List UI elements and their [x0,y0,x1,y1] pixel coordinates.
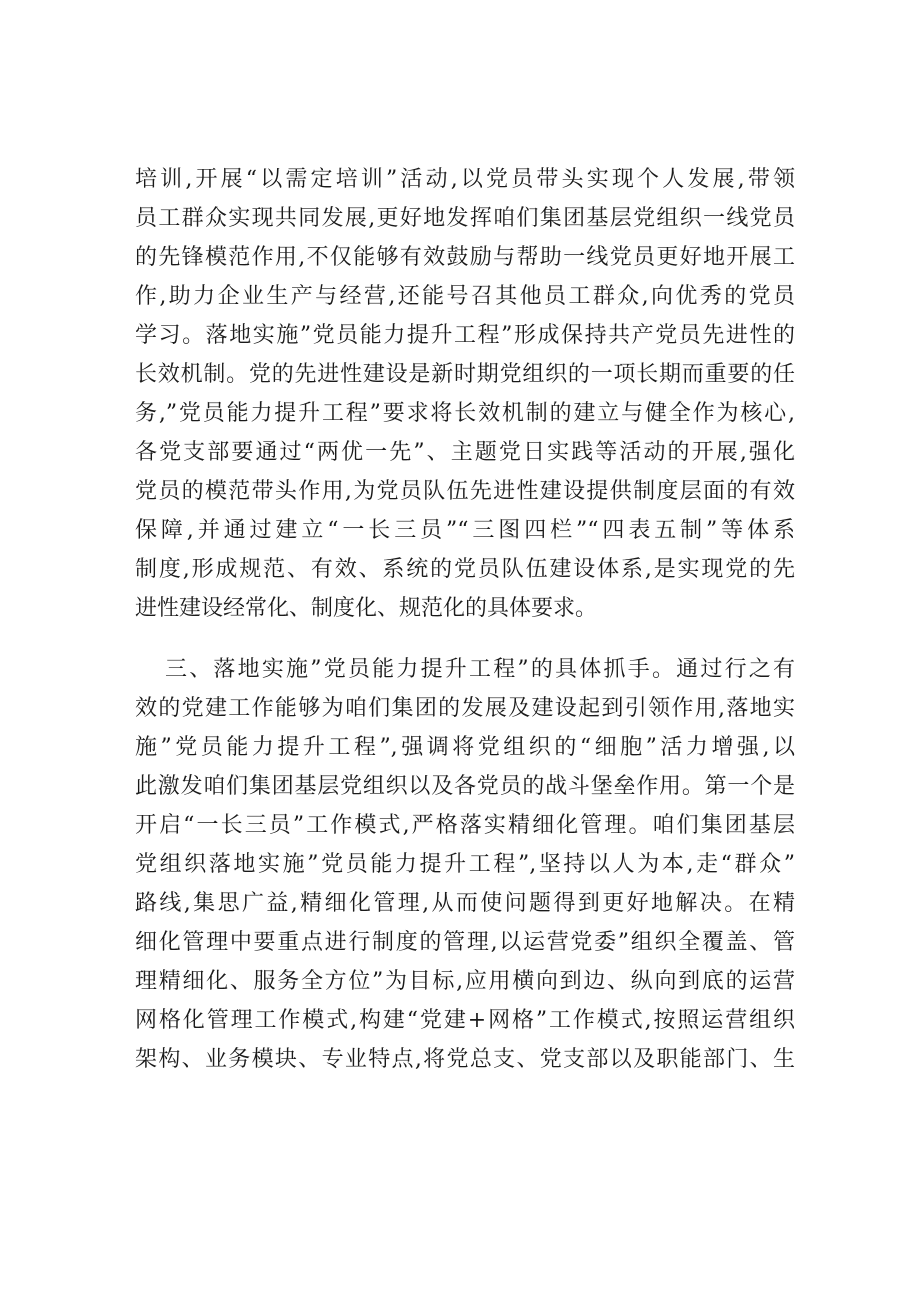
text-line: 网格化管理工作模式,构建“党建+网格”工作模式,按照运营组织 [135,1008,795,1033]
text-line: 学习。落地实施”党员能力提升工程”形成保持共产党员先进性的 [135,323,795,348]
text-line: 培训,开展“以需定培训”活动,以党员带头实现个人发展,带领 [135,167,795,192]
text-line: 务,”党员能力提升工程”要求将长效机制的建立与健全作为核心, [135,401,795,426]
paragraph-gap [135,628,795,650]
text-line: 三、落地实施”党员能力提升工程”的具体抓手。通过行之有 [165,657,795,682]
text-line: 党员的模范带头作用,为党员队伍先进性建设提供制度层面的有效 [135,479,795,504]
text-line: 党组织落地实施”党员能力提升工程”,坚持以人为本,走“群众” [135,852,795,877]
text-line: 进性建设经常化、制度化、规范化的具体要求。 [135,596,598,621]
text-line: 路线,集思广益,精细化管理,从而使问题得到更好地解决。在精 [135,891,795,916]
paragraph-1 [135,160,795,628]
paragraph-2 [135,650,795,1079]
text-line: 保障,并通过建立“一长三员”“三图四栏”“四表五制”等体系 [135,518,795,543]
text-line: 员工群众实现共同发展,更好地发挥咱们集团基层党组织一线党员 [135,206,795,231]
text-line: 效的党建工作能够为咱们集团的发展及建设起到引领作用,落地实 [135,696,795,721]
text-line: 细化管理中要重点进行制度的管理,以运营党委”组织全覆盖、管 [135,930,795,955]
text-line: 理精细化、服务全方位”为目标,应用横向到边、纵向到底的运营 [135,969,795,994]
document-body [135,160,795,1079]
text-line: 架构、业务模块、专业特点,将党总支、党支部以及职能部门、生 [135,1047,795,1072]
text-line: 作,助力企业生产与经营,还能号召其他员工群众,向优秀的党员 [135,284,795,309]
text-line: 长效机制。党的先进性建设是新时期党组织的一项长期而重要的任 [135,362,795,387]
text-line: 此激发咱们集团基层党组织以及各党员的战斗堡垒作用。第一个是 [135,774,795,799]
text-line: 开启“一长三员”工作模式,严格落实精细化管理。咱们集团基层 [135,813,795,838]
text-line: 的先锋模范作用,不仅能够有效鼓励与帮助一线党员更好地开展工 [135,245,795,270]
text-line: 施”党员能力提升工程”,强调将党组织的“细胞”活力增强,以 [135,735,795,760]
text-line: 制度,形成规范、有效、系统的党员队伍建设体系,是实现党的先 [135,557,795,582]
text-line: 各党支部要通过“两优一先”、主题党日实践等活动的开展,强化 [135,440,795,465]
